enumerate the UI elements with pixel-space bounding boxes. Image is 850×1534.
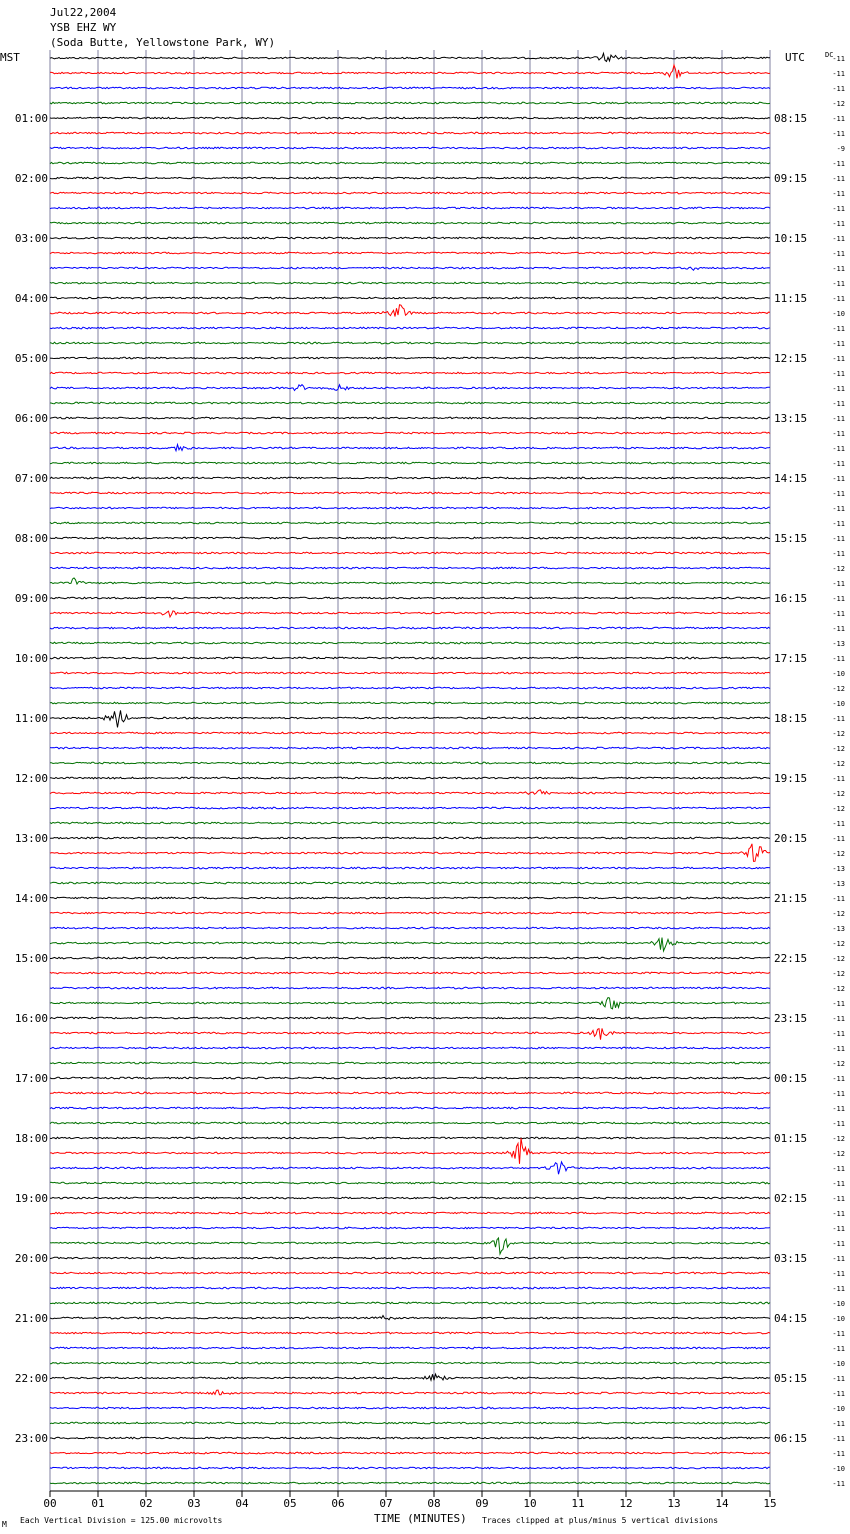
dc-offset-value: -11	[832, 1225, 845, 1233]
dc-offset-value: -11	[832, 295, 845, 303]
dc-offset-value: -11	[832, 835, 845, 843]
hour-label-left: 14:00	[14, 892, 48, 905]
x-tick-label: 15	[763, 1497, 777, 1510]
clip-note: Traces clipped at plus/minus 5 vertical divisions	[482, 1516, 719, 1525]
x-tick-label: 07	[379, 1497, 393, 1510]
hour-label-left: 06:00	[14, 412, 48, 425]
x-tick-label: 05	[283, 1497, 297, 1510]
dc-offset-value: -11	[832, 505, 845, 513]
header-station: YSB EHZ WY	[50, 21, 117, 34]
dc-offset-value: -12	[832, 1060, 845, 1068]
hour-label-right: 17:15	[774, 652, 808, 665]
hour-label-left: 08:00	[14, 532, 48, 545]
hour-label-left: 21:00	[14, 1312, 48, 1325]
hour-label-left: 17:00	[14, 1072, 48, 1085]
dc-offset-value: -10	[832, 1465, 845, 1473]
header-date: Jul22,2004	[50, 6, 117, 19]
dc-offset-value: -11	[832, 1075, 845, 1083]
dc-offset-value: -11	[832, 550, 845, 558]
left-timezone-label: MST	[0, 51, 20, 64]
dc-offset-value: -12	[832, 910, 845, 918]
dc-offset-value: -11	[832, 1210, 845, 1218]
dc-offset-value: -12	[832, 955, 845, 963]
hour-label-right: 15:15	[774, 532, 808, 545]
dc-offset-value: -11	[832, 205, 845, 213]
hour-label-right: 02:15	[774, 1192, 808, 1205]
hour-label-right: 19:15	[774, 772, 808, 785]
dc-offset-value: -11	[832, 160, 845, 168]
dc-offset-value: -11	[832, 235, 845, 243]
dc-offset-value: -11	[832, 1375, 845, 1383]
hour-label-right: 21:15	[774, 892, 808, 905]
hour-label-right: 10:15	[774, 232, 808, 245]
hour-label-left: 16:00	[14, 1012, 48, 1025]
hour-label-right: 09:15	[774, 172, 808, 185]
dc-offset-value: -11	[832, 655, 845, 663]
hour-label-left: 19:00	[14, 1192, 48, 1205]
dc-offset-value: -11	[832, 535, 845, 543]
dc-offset-value: -13	[832, 865, 845, 873]
dc-offset-value: -10	[832, 1315, 845, 1323]
dc-offset-value: -12	[832, 985, 845, 993]
dc-offset-value: -11	[832, 490, 845, 498]
dc-offset-value: -11	[832, 130, 845, 138]
dc-offset-value: -11	[832, 1195, 845, 1203]
dc-offset-value: -10	[832, 1405, 845, 1413]
dc-offset-value: -11	[832, 475, 845, 483]
x-tick-label: 00	[43, 1497, 57, 1510]
hour-label-right: 12:15	[774, 352, 808, 365]
dc-offset-value: -11	[832, 55, 845, 63]
hour-label-left: 12:00	[14, 772, 48, 785]
dc-offset-value: -11	[832, 1240, 845, 1248]
dc-offset-value: -11	[832, 1270, 845, 1278]
dc-offset-value: -11	[832, 715, 845, 723]
dc-offset-value: -11	[832, 460, 845, 468]
dc-offset-value: -11	[832, 430, 845, 438]
x-tick-label: 11	[571, 1497, 585, 1510]
dc-offset-value: -12	[832, 940, 845, 948]
dc-offset-value: -11	[832, 220, 845, 228]
dc-offset-value: -13	[832, 880, 845, 888]
x-tick-label: 14	[715, 1497, 729, 1510]
hour-label-right: 01:15	[774, 1132, 808, 1145]
dc-offset-value: -12	[832, 1150, 845, 1158]
dc-offset-value: -11	[832, 1420, 845, 1428]
hour-label-right: 20:15	[774, 832, 808, 845]
dc-offset-value: -10	[832, 700, 845, 708]
dc-offset-value: -10	[832, 310, 845, 318]
x-tick-label: 04	[235, 1497, 249, 1510]
dc-offset-value: -11	[832, 340, 845, 348]
dc-offset-value: -11	[832, 415, 845, 423]
dc-offset-value: -10	[832, 1360, 845, 1368]
hour-label-left: 09:00	[14, 592, 48, 605]
x-tick-label: 09	[475, 1497, 489, 1510]
dc-offset-value: -11	[832, 625, 845, 633]
hour-label-left: 11:00	[14, 712, 48, 725]
dc-offset-value: -11	[832, 1450, 845, 1458]
dc-offset-value: -10	[832, 670, 845, 678]
dc-offset-value: -12	[832, 100, 845, 108]
hour-label-right: 08:15	[774, 112, 808, 125]
header-location: (Soda Butte, Yellowstone Park, WY)	[50, 36, 276, 49]
dc-offset-value: -11	[832, 595, 845, 603]
dc-offset-value: -11	[832, 580, 845, 588]
hour-label-left: 15:00	[14, 952, 48, 965]
hour-label-left: 03:00	[14, 232, 48, 245]
dc-offset-value: -11	[832, 1090, 845, 1098]
dc-offset-value: -12	[832, 790, 845, 798]
scale-note: Each Vertical Division = 125.00 microvolts	[20, 1516, 223, 1525]
hour-label-left: 13:00	[14, 832, 48, 845]
dc-offset-value: -9	[836, 145, 845, 153]
hour-label-right: 05:15	[774, 1372, 808, 1385]
dc-offset-value: -11	[832, 70, 845, 78]
hour-label-right: 06:15	[774, 1432, 808, 1445]
dc-offset-value: -11	[832, 85, 845, 93]
dc-offset-value: -11	[832, 175, 845, 183]
hour-label-left: 05:00	[14, 352, 48, 365]
x-tick-label: 03	[187, 1497, 201, 1510]
dc-offset-value: -12	[832, 685, 845, 693]
dc-offset-value: -11	[832, 1045, 845, 1053]
dc-offset-value: -12	[832, 730, 845, 738]
x-tick-label: 12	[619, 1497, 633, 1510]
dc-offset-value: -11	[832, 280, 845, 288]
hour-label-left: 04:00	[14, 292, 48, 305]
hour-label-left: 10:00	[14, 652, 48, 665]
hour-label-left: 02:00	[14, 172, 48, 185]
dc-offset-value: -10	[832, 1300, 845, 1308]
dc-offset-value: -11	[832, 1255, 845, 1263]
dc-offset-value: -12	[832, 760, 845, 768]
dc-offset-value: -12	[832, 805, 845, 813]
dc-offset-value: -11	[832, 265, 845, 273]
x-tick-label: 01	[91, 1497, 105, 1510]
dc-offset-value: -12	[832, 565, 845, 573]
hour-label-right: 18:15	[774, 712, 808, 725]
corner-mark: M	[2, 1520, 7, 1529]
dc-offset-value: -11	[832, 1480, 845, 1488]
hour-label-right: 04:15	[774, 1312, 808, 1325]
hour-label-left: 23:00	[14, 1432, 48, 1445]
dc-offset-value: -11	[832, 445, 845, 453]
dc-offset-value: -11	[832, 1015, 845, 1023]
dc-offset-value: -11	[832, 1345, 845, 1353]
dc-offset-value: -11	[832, 325, 845, 333]
hour-label-right: 16:15	[774, 592, 808, 605]
dc-offset-value: -13	[832, 925, 845, 933]
dc-offset-value: -11	[832, 370, 845, 378]
dc-offset-value: -12	[832, 745, 845, 753]
dc-offset-value: -11	[832, 1165, 845, 1173]
dc-offset-value: -11	[832, 775, 845, 783]
x-tick-label: 06	[331, 1497, 345, 1510]
right-timezone-label: UTC	[785, 51, 805, 64]
dc-offset-value: -11	[832, 250, 845, 258]
dc-offset-value: -11	[832, 115, 845, 123]
hour-label-right: 11:15	[774, 292, 808, 305]
x-tick-label: 13	[667, 1497, 681, 1510]
dc-offset-value: -11	[832, 1000, 845, 1008]
hour-label-left: 18:00	[14, 1132, 48, 1145]
dc-offset-value: -11	[832, 1105, 845, 1113]
dc-offset-value: -11	[832, 400, 845, 408]
hour-label-right: 03:15	[774, 1252, 808, 1265]
dc-offset-value: -11	[832, 610, 845, 618]
dc-offset-value: -11	[832, 820, 845, 828]
hour-label-right: 13:15	[774, 412, 808, 425]
hour-label-left: 07:00	[14, 472, 48, 485]
dc-column-label: DC	[825, 51, 834, 59]
hour-label-left: 20:00	[14, 1252, 48, 1265]
dc-offset-value: -11	[832, 1030, 845, 1038]
x-tick-label: 02	[139, 1497, 153, 1510]
hour-label-right: 22:15	[774, 952, 808, 965]
dc-offset-value: -11	[832, 1435, 845, 1443]
x-tick-label: 10	[523, 1497, 537, 1510]
dc-offset-value: -11	[832, 190, 845, 198]
dc-offset-value: -12	[832, 1135, 845, 1143]
hour-label-left: 22:00	[14, 1372, 48, 1385]
hour-label-right: 23:15	[774, 1012, 808, 1025]
hour-label-right: 14:15	[774, 472, 808, 485]
dc-offset-value: -11	[832, 385, 845, 393]
dc-offset-value: -11	[832, 1330, 845, 1338]
dc-offset-value: -11	[832, 355, 845, 363]
x-axis-title: TIME (MINUTES)	[374, 1512, 467, 1525]
hour-label-right: 00:15	[774, 1072, 808, 1085]
dc-offset-value: -11	[832, 520, 845, 528]
hour-label-left: 01:00	[14, 112, 48, 125]
dc-offset-value: -11	[832, 1390, 845, 1398]
dc-offset-value: -12	[832, 850, 845, 858]
dc-offset-value: -12	[832, 970, 845, 978]
dc-offset-value: -11	[832, 895, 845, 903]
dc-offset-value: -11	[832, 1285, 845, 1293]
dc-offset-value: -11	[832, 1180, 845, 1188]
dc-offset-value: -13	[832, 640, 845, 648]
dc-offset-value: -11	[832, 1120, 845, 1128]
x-tick-label: 08	[427, 1497, 441, 1510]
